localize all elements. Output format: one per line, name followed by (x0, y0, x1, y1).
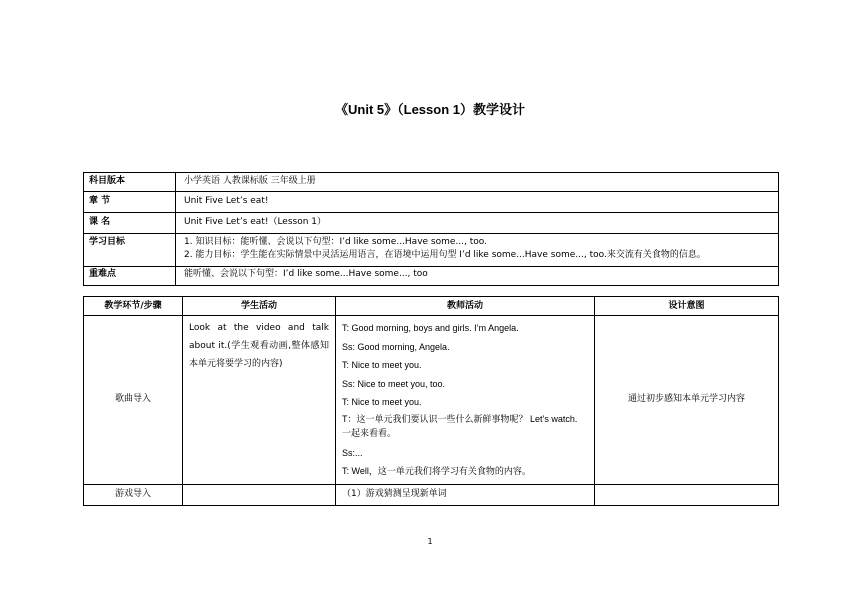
info-row-subject (84, 173, 779, 192)
step-cell: 游戏导入 (84, 484, 183, 505)
table-header-row (84, 297, 779, 316)
page-number: 1 (427, 537, 433, 546)
column-header: 学生活动 (183, 297, 336, 316)
dialogue-line: T: Nice to meet you. (342, 397, 422, 407)
info-value: Unit Five Let’s eat!（Lesson 1） (176, 213, 779, 234)
info-row-objectives (84, 234, 779, 267)
design-intent-cell (595, 484, 779, 505)
design-intent-cell: 通过初步感知本单元学习内容 (595, 316, 779, 485)
dialogue-line: T: Good morning, boys and girls. I’m Angela. (342, 323, 519, 333)
dialogue-line: T: Well，这一单元我们将学习有关食物的内容。 (342, 466, 531, 476)
step-cell: 歌曲导入 (84, 316, 183, 485)
info-label: 学习目标 (84, 234, 176, 267)
dialogue-line: Ss:... (342, 447, 363, 458)
teacher-activity-cell (336, 316, 595, 485)
lesson-plan-table (83, 296, 779, 506)
column-header: 教学环节/步骤 (84, 297, 183, 316)
course-info-table (83, 172, 779, 286)
info-value: 小学英语 人教课标版 三年级上册 (176, 173, 779, 192)
info-value: 能听懂、会说以下句型：I’d like some...Have some..., too (176, 267, 779, 286)
dialogue-line: T：这一单元我们要认识一些什么新鲜事物呢？ Let’s watch. 一起来看看。 (342, 413, 578, 438)
info-label: 章 节 (84, 192, 176, 213)
table-row (84, 484, 779, 505)
dialogue-line: Ss: Nice to meet you, too. (342, 378, 446, 389)
student-activity-cell (183, 484, 336, 505)
page-title: 《Unit 5》（Lesson 1）教学设计 (335, 102, 525, 117)
info-label: 重难点 (84, 267, 176, 286)
teacher-activity-cell: （1）游戏猜测呈现新单词 (336, 484, 595, 505)
info-row-key-points (84, 267, 779, 286)
column-header: 教师活动 (336, 297, 595, 316)
info-value: Unit Five Let’s eat! (176, 192, 779, 213)
info-row-lesson-name (84, 213, 779, 234)
info-label: 科目版本 (84, 173, 176, 192)
dialogue-line: Ss: Good morning, Angela. (342, 341, 450, 352)
objective-line: 1. 知识目标：能听懂、会说以下句型：I’d like some...Have some..., too. (184, 237, 487, 247)
info-label: 课 名 (84, 213, 176, 234)
objective-line: 2. 能力目标：学生能在实际情景中灵活运用语言，在语境中运用句型 I’d like some...Have some..., too.来交流有关食物的信息。 (184, 250, 706, 260)
student-activity-cell: Look at the video and talk about it.(学生观看动画,整体感知本单元将要学习的内容) (183, 316, 336, 485)
info-row-chapter (84, 192, 779, 213)
table-row (84, 316, 779, 485)
dialogue-line: T: Nice to meet you. (342, 360, 422, 370)
column-header: 设计意图 (595, 297, 779, 316)
info-value (176, 234, 779, 267)
